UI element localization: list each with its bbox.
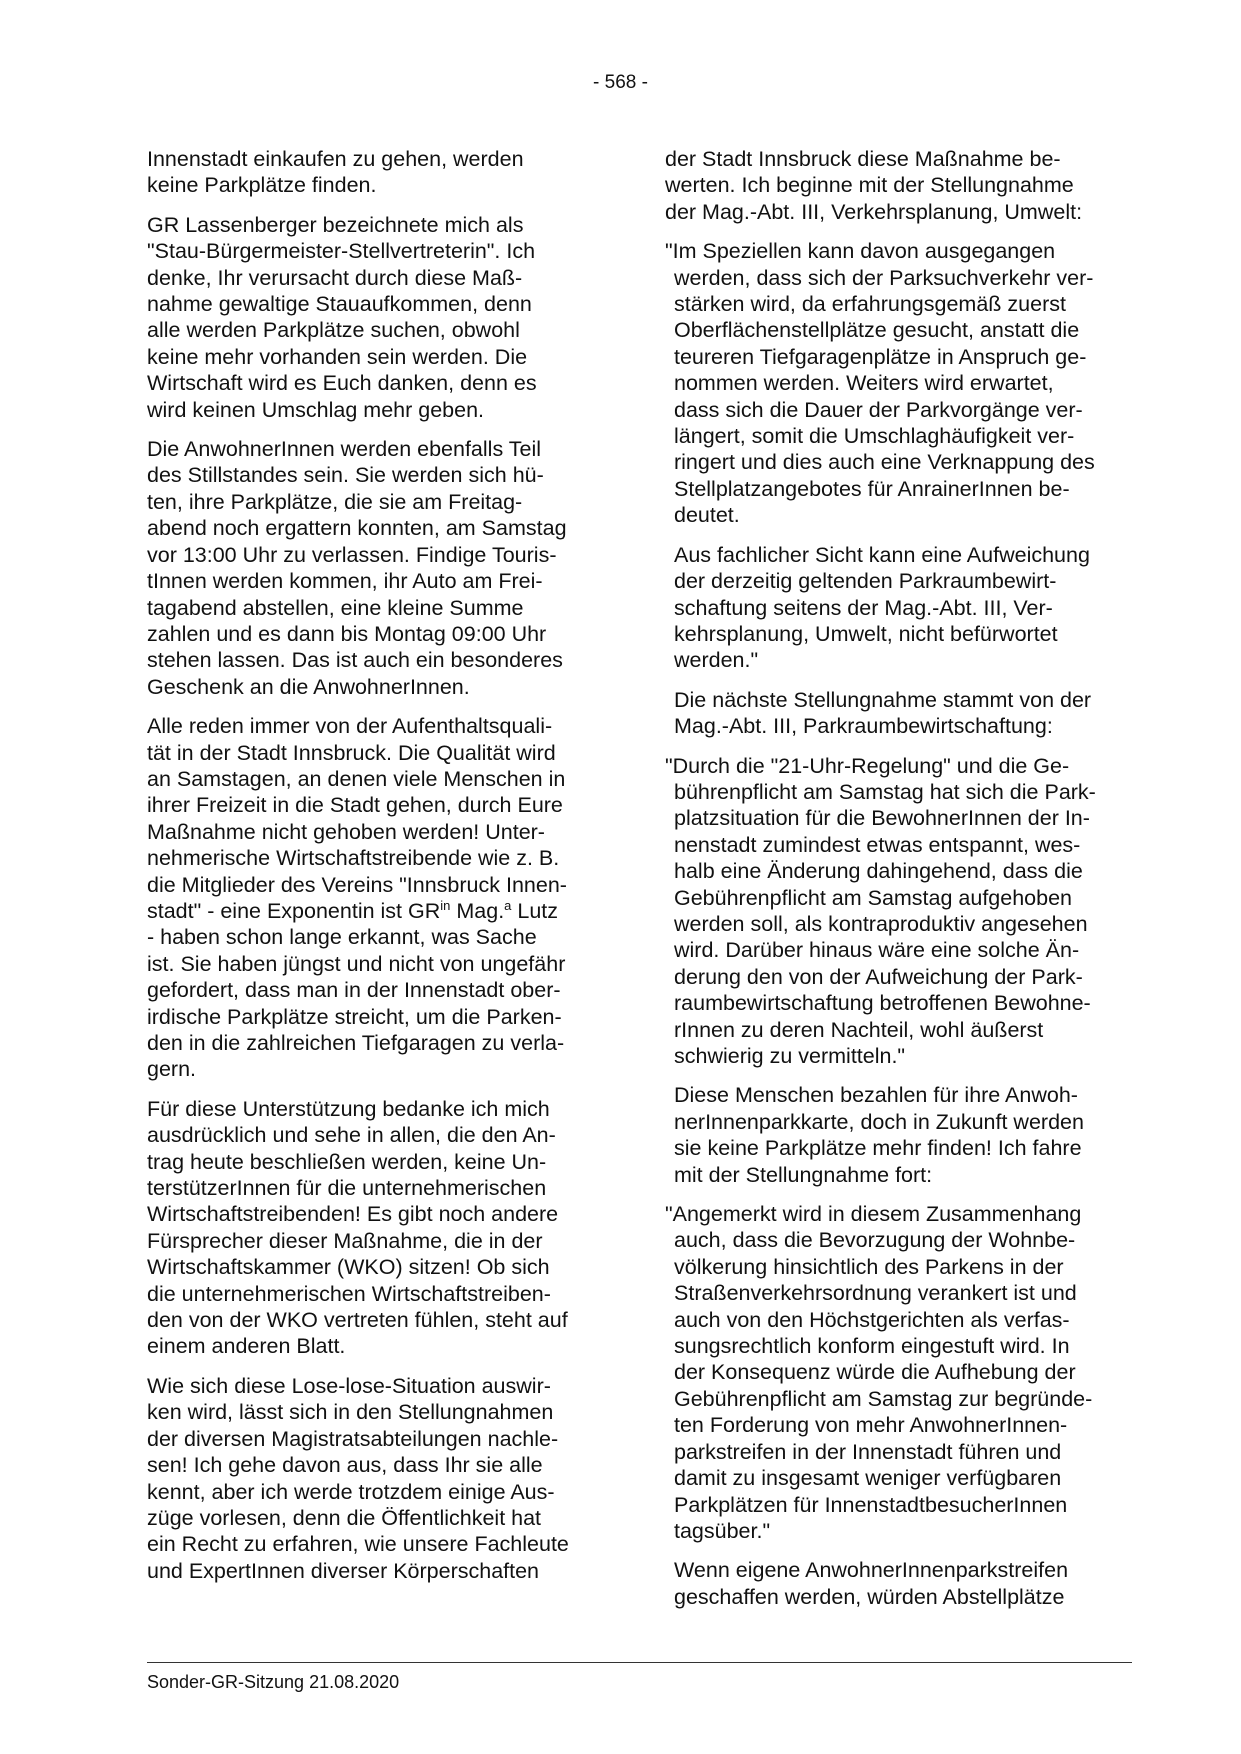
text-line: ausdrücklich und sehe in allen, die den An- <box>147 1123 556 1148</box>
text-line: sie keine Parkplätze mehr finden! Ich fahre <box>674 1136 1082 1161</box>
text-line: völkerung hinsichtlich des Parkens in der <box>674 1254 1064 1279</box>
text-line: Wie sich diese Lose-lose-Situation auswir- <box>147 1373 551 1398</box>
text-line: schwierig zu vermitteln." <box>674 1044 906 1068</box>
text-line: der Konsequenz würde die Aufhebung der <box>674 1360 1076 1385</box>
superscript: in <box>440 897 451 913</box>
text-line: Stellplatzangebotes für AnrainerInnen be- <box>674 476 1070 501</box>
paragraph <box>147 1373 607 1584</box>
text-line: der derzeitig geltenden Parkraumbewirt- <box>674 569 1057 594</box>
text-line: raumbewirtschaftung betroffenen Bewohne- <box>674 991 1091 1016</box>
text-line: dass sich die Dauer der Parkvorgänge ver- <box>674 397 1083 422</box>
text-line: Die nächste Stellungnahme stammt von der <box>674 687 1092 712</box>
text-line: Oberflächenstellplätze gesucht, anstatt die <box>674 318 1080 343</box>
text-line: sungsrechtlich konform eingestuft wird. In <box>674 1334 1070 1359</box>
text-line: der Mag.-Abt. III, Verkehrsplanung, Umwelt: <box>665 199 1083 224</box>
text-line: des Stillstandes sein. Sie werden sich hü- <box>147 463 544 488</box>
text-line: und ExpertInnen diverser Körperschaften <box>147 1558 540 1583</box>
text-line: Für diese Unterstützung bedanke ich mich <box>147 1096 550 1121</box>
text-line: keine Parkplätze finden. <box>147 173 377 198</box>
text-line: den von der WKO vertreten fühlen, steht auf <box>147 1308 568 1333</box>
paragraph <box>665 1082 1135 1188</box>
text-line: ten Forderung von mehr AnwohnerInnen- <box>674 1413 1068 1438</box>
text-line: abend noch ergattern konnten, am Samstag <box>147 516 567 541</box>
text-line: "Angemerkt wird in diesem Zusammenhang <box>665 1202 1082 1227</box>
text-line: alle werden Parkplätze suchen, obwohl <box>147 318 520 343</box>
text-line: teureren Tiefgaragenplätze in Anspruch ge- <box>674 344 1087 369</box>
text-line: schaftung seitens der Mag.-Abt. III, Ver- <box>674 595 1053 620</box>
text-line: Parkplätzen für InnenstadtbesucherInnen <box>674 1492 1068 1517</box>
text-line: nehmerische Wirtschaftstreibende wie z. B. <box>147 846 560 871</box>
text-line: tInnen werden kommen, ihr Auto am Frei- <box>147 569 543 594</box>
text-line: platzsituation für die BewohnerInnen der In- <box>674 806 1090 831</box>
text-line: Aus fachlicher Sicht kann eine Aufweichung <box>674 542 1090 567</box>
text-line: nommen werden. Weiters wird erwartet, <box>674 371 1054 396</box>
text-line: damit zu insgesamt weniger verfügbaren <box>674 1466 1062 1491</box>
left-column <box>147 146 607 1597</box>
footer-divider <box>147 1662 1132 1663</box>
text-line: keine mehr vorhanden sein werden. Die <box>147 344 528 369</box>
text-line: züge vorlesen, denn die Öffentlichkeit hat <box>147 1505 542 1530</box>
text-line: sen! Ich gehe davon aus, dass Ihr sie alle <box>147 1453 543 1478</box>
paragraph <box>147 713 607 1083</box>
text-line: werden, dass sich der Parksuchverkehr ver- <box>674 265 1094 290</box>
text-line: vor 13:00 Uhr zu verlassen. Findige Touris- <box>147 542 557 567</box>
text-line: ist. Sie haben jüngst und nicht von ungefähr <box>147 951 566 976</box>
text-line: irdische Parkplätze streicht, um die Parken- <box>147 1004 562 1029</box>
footer-text: Sonder-GR-Sitzung 21.08.2020 <box>147 1672 400 1692</box>
text-line: der diversen Magistratsabteilungen nachle- <box>147 1426 559 1451</box>
text-line: werden soll, als kontraproduktiv angesehen <box>674 911 1088 936</box>
text-line: werden." <box>674 648 759 673</box>
text-line: ihrer Freizeit in die Stadt gehen, durch Eure <box>147 793 563 818</box>
text-line: Gebührenpflicht am Samstag zur begründe- <box>674 1386 1093 1411</box>
text-line: "Im Speziellen kann davon ausgegangen <box>665 239 1056 264</box>
text-line: Alle reden immer von der Aufenthaltsquali- <box>147 714 553 739</box>
text-line: GR Lassenberger bezeichnete mich als <box>147 212 524 237</box>
text-line: gern. <box>147 1057 197 1082</box>
text-line: werten. Ich beginne mit der Stellungnahme <box>665 173 1074 198</box>
text-line: ten, ihre Parkplätze, die sie am Freitag- <box>147 489 523 514</box>
text-line: wird keinen Umschlag mehr geben. <box>147 397 484 422</box>
paragraph <box>147 1096 607 1360</box>
text-segment: Lutz <box>511 898 559 923</box>
text-line: geschaffen werden, würden Abstellplätze <box>674 1584 1065 1609</box>
text-line: derung den von der Aufweichung der Park- <box>674 964 1083 989</box>
text-line: Wirtschaftstreibenden! Es gibt noch andere <box>147 1202 559 1227</box>
text-line: mit der Stellungnahme fort: <box>674 1162 933 1187</box>
text-segment: Mag. <box>450 898 505 923</box>
text-line: Wenn eigene AnwohnerInnenparkstreifen <box>674 1558 1069 1583</box>
quote-paragraph <box>665 238 1135 528</box>
text-line: terstützerInnen für die unternehmerischen <box>147 1176 547 1201</box>
quote-paragraph <box>665 542 1135 674</box>
text-line: halb eine Änderung dahingehend, dass die <box>674 859 1083 884</box>
text-line: kennt, aber ich werde trotzdem einige Aus- <box>147 1479 555 1504</box>
superscript: a <box>504 897 512 913</box>
paragraph <box>147 212 607 423</box>
text-line: Straßenverkehrsordnung verankert ist und <box>674 1281 1077 1306</box>
text-line: kehrsplanung, Umwelt, nicht befürwortet <box>674 621 1058 646</box>
text-line: zahlen und es dann bis Montag 09:00 Uhr <box>147 621 547 646</box>
text-line: die Mitglieder des Vereins "Innsbruck Innen- <box>147 872 567 897</box>
text-line: einem anderen Blatt. <box>147 1334 346 1359</box>
quote-paragraph <box>665 753 1135 1070</box>
text-line: Geschenk an die AnwohnerInnen. <box>147 674 470 699</box>
text-line: ken wird, lässt sich in den Stellungnahmen <box>147 1400 554 1425</box>
text-line: "Stau-Bürgermeister-Stellvertreterin". Ich <box>147 239 536 264</box>
text-line: Diese Menschen bezahlen für ihre Anwoh- <box>674 1083 1078 1108</box>
text-line: nahme gewaltige Stauaufkommen, denn <box>147 292 532 317</box>
text-line: Wirtschaft wird es Euch danken, denn es <box>147 371 537 396</box>
text-line: parkstreifen in der Innenstadt führen und <box>674 1439 1062 1464</box>
text-line: ein Recht zu erfahren, wie unsere Fachleute <box>147 1532 569 1557</box>
text-line: Maßnahme nicht gehoben werden! Unter- <box>147 819 545 844</box>
text-line: - haben schon lange erkannt, was Sache <box>147 925 537 950</box>
text-line: stärken wird, da erfahrungsgemäß zuerst <box>674 292 1066 317</box>
text-segment: stadt" - eine Exponentin ist GR <box>147 898 441 923</box>
text-line: Fürsprecher dieser Maßnahme, die in der <box>147 1228 543 1253</box>
text-line <box>147 898 607 924</box>
text-line: deutet. <box>674 503 740 528</box>
text-line: Innenstadt einkaufen zu gehen, werden <box>147 147 524 171</box>
paragraph <box>147 146 607 199</box>
text-line: ringert und dies auch eine Verknappung des <box>674 450 1095 475</box>
text-line: den in die zahlreichen Tiefgaragen zu verla- <box>147 1031 565 1055</box>
quote-paragraph <box>665 1201 1135 1544</box>
text-line: der Stadt Innsbruck diese Maßnahme be- <box>665 147 1061 171</box>
text-line: tagabend abstellen, eine kleine Summe <box>147 595 524 620</box>
text-line: denke, Ihr verursacht durch diese Maß- <box>147 265 523 290</box>
text-line: tät in der Stadt Innsbruck. Die Qualität wird <box>147 740 556 765</box>
text-line: Mag.-Abt. III, Parkraumbewirtschaftung: <box>674 714 1053 739</box>
text-line: gefordert, dass man in der Innenstadt ober- <box>147 978 561 1003</box>
text-line: "Durch die "21-Uhr-Regelung" und die Ge- <box>665 753 1070 778</box>
text-line: Die AnwohnerInnen werden ebenfalls Teil <box>147 437 542 462</box>
paragraph <box>665 146 1135 225</box>
text-line: wird. Darüber hinaus wäre eine solche Än- <box>674 938 1080 963</box>
text-line: auch, dass die Bevorzugung der Wohnbe- <box>674 1228 1076 1253</box>
text-line: Gebührenpflicht am Samstag aufgehoben <box>674 885 1073 910</box>
text-line: rInnen zu deren Nachteil, wohl äußerst <box>674 1017 1044 1042</box>
text-line: an Samstagen, an denen viele Menschen in <box>147 766 566 791</box>
text-line: nerInnenparkkarte, doch in Zukunft werden <box>674 1109 1084 1134</box>
text-line: auch von den Höchstgerichten als verfas- <box>674 1307 1070 1332</box>
text-line: stehen lassen. Das ist auch ein besonderes <box>147 648 563 673</box>
text-line: längert, somit die Umschlaghäufigkeit ver- <box>674 424 1075 449</box>
text-line: nenstadt zumindest etwas entspannt, wes- <box>674 832 1081 857</box>
paragraph <box>665 1557 1135 1610</box>
text-line: tagsüber." <box>674 1518 771 1543</box>
paragraph <box>665 687 1135 740</box>
text-line: bührenpflicht am Samstag hat sich die Park- <box>674 779 1096 804</box>
text-line: Wirtschaftskammer (WKO) sitzen! Ob sich <box>147 1255 550 1280</box>
text-line: die unternehmerischen Wirtschaftstreiben- <box>147 1281 551 1306</box>
text-line: trag heute beschließen werden, keine Un- <box>147 1149 547 1174</box>
right-column <box>665 146 1135 1623</box>
paragraph <box>147 436 607 700</box>
page-number: - 568 - <box>593 72 648 93</box>
